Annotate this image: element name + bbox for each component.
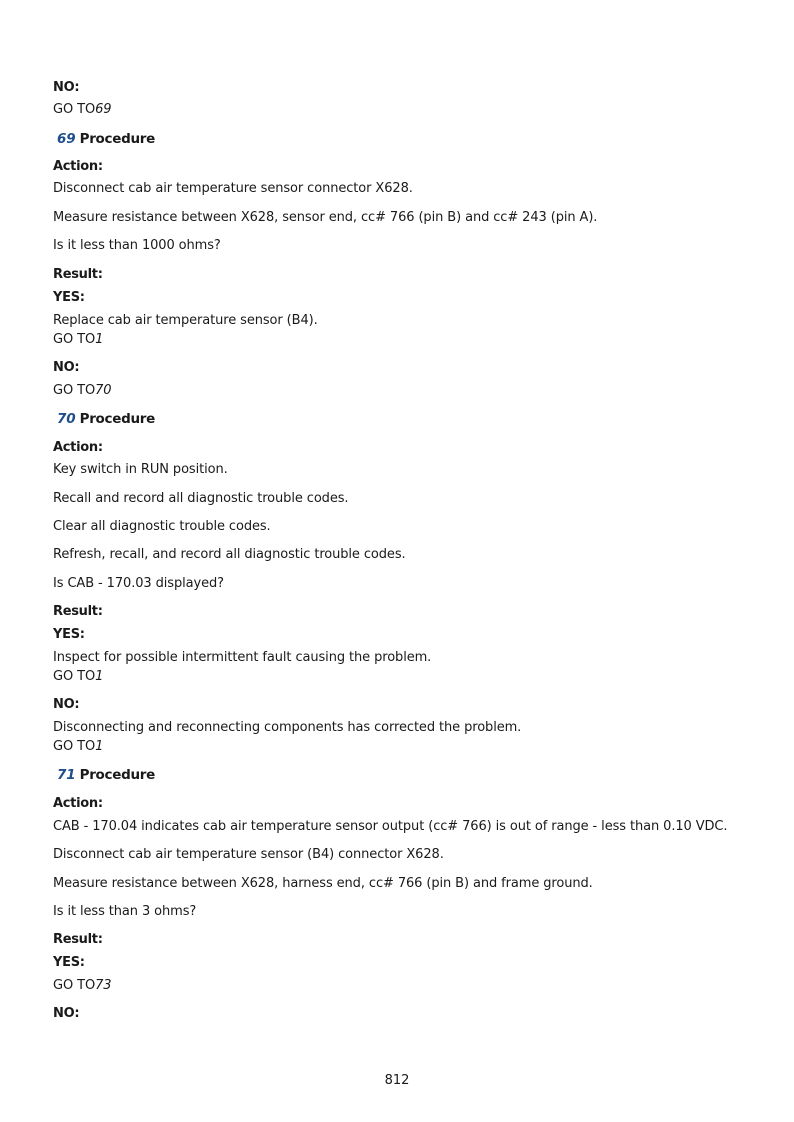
goto-line (53, 102, 111, 118)
goto-target-link[interactable]: 1 (95, 669, 104, 684)
section-label: YES: (53, 290, 85, 305)
section-label: Action: (53, 440, 103, 455)
procedure-heading (57, 411, 155, 427)
instruction-text: Inspect for possible intermittent fault causing the problem. (53, 650, 432, 665)
section-label: YES: (53, 627, 85, 642)
section-label: NO: (53, 697, 80, 712)
procedure-step-number: 70 (57, 411, 76, 427)
section-label: Action: (53, 159, 103, 174)
procedure-step-number: 71 (57, 767, 76, 783)
section-label: NO: (53, 360, 80, 375)
section-label: Action: (53, 796, 103, 811)
instruction-text: Disconnecting and reconnecting components has corrected the problem. (53, 720, 522, 735)
procedure-title: Procedure (79, 767, 155, 783)
instruction-text: Is it less than 1000 ohms? (53, 238, 221, 253)
goto-line (53, 739, 103, 755)
instruction-text: Measure resistance between X628, harness end, cc# 766 (pin B) and frame ground. (53, 876, 593, 891)
section-label: Result: (53, 604, 103, 619)
section-label: YES: (53, 955, 85, 970)
instruction-text: Key switch in RUN position. (53, 462, 228, 477)
procedure-title: Procedure (79, 411, 155, 427)
instruction-text: Disconnect cab air temperature sensor connector X628. (53, 181, 413, 196)
goto-label: GO TO (53, 332, 96, 347)
section-label: Result: (53, 932, 103, 947)
procedure-heading (57, 131, 155, 147)
goto-line (53, 978, 111, 994)
instruction-text: Is CAB - 170.03 displayed? (53, 576, 224, 591)
goto-target-link[interactable]: 70 (95, 383, 112, 398)
instruction-text: Disconnect cab air temperature sensor (B4) connector X628. (53, 847, 444, 862)
instruction-text: Measure resistance between X628, sensor end, cc# 766 (pin B) and cc# 243 (pin A). (53, 210, 598, 225)
goto-target-link[interactable]: 1 (95, 739, 104, 754)
goto-line (53, 383, 111, 399)
goto-target-link[interactable]: 73 (95, 978, 112, 993)
procedure-step-number: 69 (57, 131, 76, 147)
section-label: NO: (53, 1006, 80, 1021)
goto-label: GO TO (53, 978, 96, 993)
procedure-heading (57, 767, 155, 783)
section-label: Result: (53, 267, 103, 282)
section-label: NO: (53, 80, 80, 95)
goto-label: GO TO (53, 102, 96, 117)
goto-line (53, 332, 103, 348)
procedure-title: Procedure (79, 131, 155, 147)
goto-label: GO TO (53, 383, 96, 398)
instruction-text: Is it less than 3 ohms? (53, 904, 197, 919)
instruction-text: Replace cab air temperature sensor (B4). (53, 313, 318, 328)
instruction-text: Recall and record all diagnostic trouble codes. (53, 491, 349, 506)
instruction-text: Refresh, recall, and record all diagnostic trouble codes. (53, 547, 406, 562)
instruction-text: Clear all diagnostic trouble codes. (53, 519, 271, 534)
goto-label: GO TO (53, 669, 96, 684)
goto-line (53, 669, 103, 685)
goto-label: GO TO (53, 739, 96, 754)
goto-target-link[interactable]: 69 (95, 102, 112, 117)
page-number: 812 (384, 1073, 410, 1088)
goto-target-link[interactable]: 1 (95, 332, 104, 347)
instruction-text: CAB - 170.04 indicates cab air temperature sensor output (cc# 766) is out of range - less than 0.10 VDC. (53, 819, 728, 834)
